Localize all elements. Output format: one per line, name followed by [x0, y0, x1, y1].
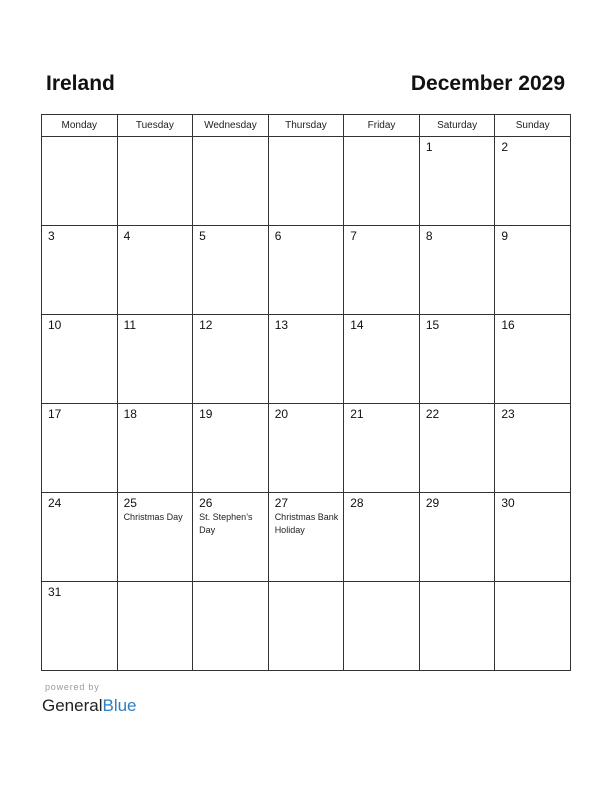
holiday-label: St. Stephen’s Day [199, 512, 253, 535]
holiday-label: Christmas Bank Holiday [274, 512, 339, 535]
day-cell [117, 226, 193, 315]
day-cell [344, 315, 420, 404]
day-cell [419, 582, 495, 671]
day-number: 14 [350, 318, 364, 332]
weekday-header: Tuesday [117, 115, 193, 137]
week-row [42, 226, 571, 315]
day-cell [42, 137, 118, 226]
day-cell [344, 493, 420, 582]
brand-part-general: General [42, 696, 103, 715]
day-cell [344, 582, 420, 671]
day-cell [117, 137, 193, 226]
calendar-grid [41, 114, 571, 671]
day-cell [193, 137, 269, 226]
powered-by-text: powered by [45, 682, 100, 692]
day-cell [419, 315, 495, 404]
holiday-label: Christmas Day [123, 512, 183, 522]
day-cell [117, 404, 193, 493]
weekday-header: Wednesday [193, 115, 269, 137]
day-cell [344, 137, 420, 226]
day-number: 12 [199, 318, 213, 332]
day-cell [42, 404, 118, 493]
day-number: 28 [350, 496, 364, 510]
day-number: 27 [274, 496, 289, 510]
day-number: 17 [48, 407, 62, 421]
day-cell [268, 404, 344, 493]
generalblue-logo [42, 695, 137, 717]
weekday-header: Thursday [268, 115, 344, 137]
day-cell [495, 404, 571, 493]
day-number: 8 [425, 229, 433, 243]
day-number: 21 [350, 407, 364, 421]
weekday-header: Saturday [419, 115, 495, 137]
day-number: 23 [501, 407, 515, 421]
day-cell [495, 137, 571, 226]
day-number: 10 [48, 318, 62, 332]
day-cell [42, 493, 118, 582]
day-cell [193, 315, 269, 404]
day-cell [42, 582, 118, 671]
week-row [42, 582, 571, 671]
country-title: Ireland [46, 72, 115, 95]
day-number: 11 [123, 318, 137, 332]
day-cell [117, 582, 193, 671]
day-cell [268, 315, 344, 404]
day-number: 31 [48, 585, 62, 599]
day-number: 19 [199, 407, 213, 421]
day-cell [268, 226, 344, 315]
day-number: 16 [501, 318, 515, 332]
day-cell [193, 582, 269, 671]
week-row [42, 493, 571, 582]
day-number: 26 [199, 496, 213, 510]
brand-part-blue: Blue [102, 696, 137, 715]
day-cell [117, 315, 193, 404]
day-number: 22 [425, 407, 440, 421]
weekday-header: Monday [42, 115, 118, 137]
day-number: 29 [425, 496, 440, 510]
day-cell [344, 404, 420, 493]
day-number: 4 [123, 229, 131, 243]
day-cell [193, 493, 269, 582]
calendar-body [42, 137, 571, 671]
day-cell [268, 493, 344, 582]
day-number: 6 [274, 229, 282, 243]
day-cell [495, 582, 571, 671]
day-number: 1 [425, 140, 433, 154]
weekday-header: Sunday [495, 115, 571, 137]
week-row [42, 404, 571, 493]
day-number: 25 [123, 496, 137, 510]
day-cell [344, 226, 420, 315]
day-number: 30 [501, 496, 515, 510]
day-number: 18 [123, 407, 137, 421]
day-number: 15 [425, 318, 440, 332]
day-cell [495, 493, 571, 582]
footer-branding [42, 682, 137, 717]
weekday-header: Friday [344, 115, 420, 137]
day-number: 13 [274, 318, 289, 332]
day-cell [419, 493, 495, 582]
day-cell [419, 404, 495, 493]
day-cell [419, 137, 495, 226]
day-number: 24 [48, 496, 62, 510]
day-number: 20 [274, 407, 289, 421]
day-cell [268, 582, 344, 671]
day-cell [42, 226, 118, 315]
day-number: 9 [501, 229, 509, 243]
day-number: 7 [350, 229, 357, 243]
week-row [42, 137, 571, 226]
day-number: 5 [199, 229, 206, 243]
day-cell [193, 404, 269, 493]
day-cell [268, 137, 344, 226]
day-number: 3 [48, 229, 55, 243]
day-cell [419, 226, 495, 315]
week-row [42, 315, 571, 404]
day-cell [193, 226, 269, 315]
day-cell [117, 493, 193, 582]
day-number: 2 [501, 140, 509, 154]
weekday-header-row [42, 115, 571, 137]
day-cell [495, 315, 571, 404]
day-cell [495, 226, 571, 315]
month-year-title: December 2029 [410, 72, 565, 95]
day-cell [42, 315, 118, 404]
